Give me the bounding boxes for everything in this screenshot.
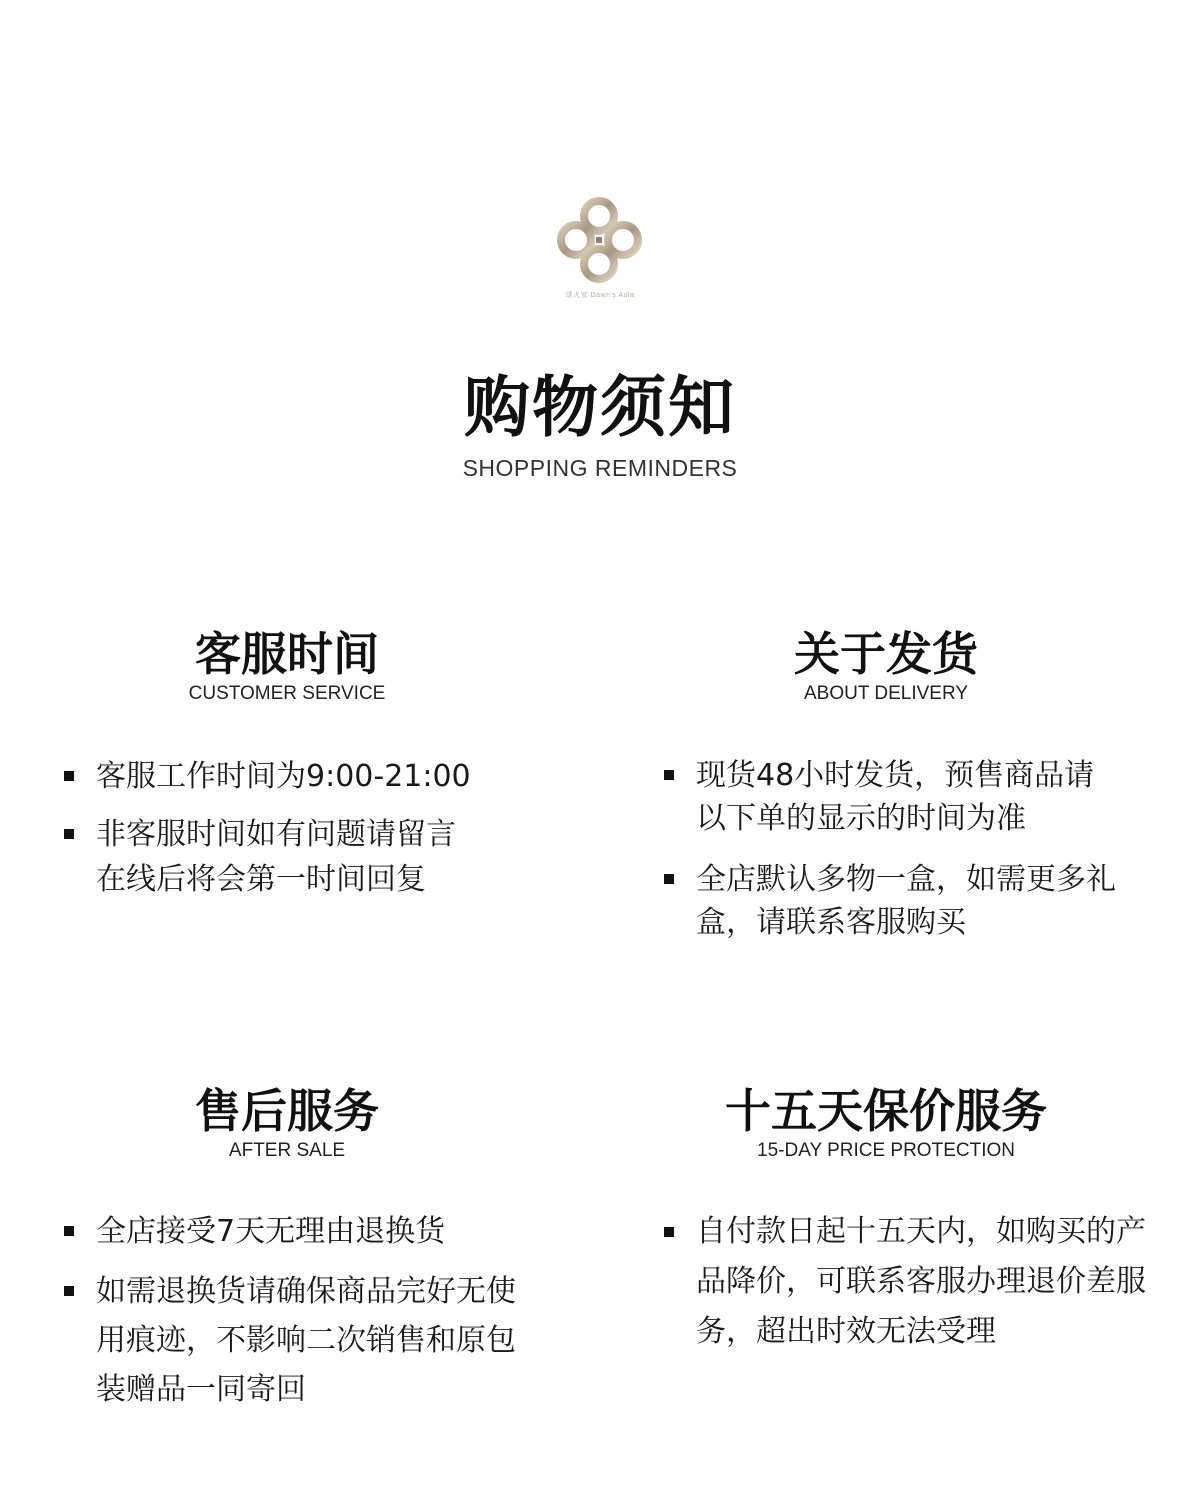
list-item: [60, 1267, 520, 1414]
list-item-text: 如需退换货请确保商品完好无使用痕迹，不影响二次销售和原包装赠品一同寄回: [96, 1274, 516, 1407]
section-subtitle: ABOUT DELIVERY: [803, 683, 969, 704]
bullet-list: [660, 754, 1160, 962]
square-bullet-icon: [664, 1227, 674, 1237]
page-title: 购物须知: [464, 368, 736, 446]
section-subtitle: CUSTOMER SERVICE: [188, 683, 386, 704]
brand-logo: [550, 194, 650, 304]
list-item-text: 全店默认多物一盒，如需更多礼盒，请联系客服购买: [696, 862, 1116, 940]
list-item-text: 客服工作时间为9:00-21:00: [96, 759, 471, 794]
list-item: [660, 1207, 1150, 1357]
bullet-list: [60, 1207, 580, 1425]
square-bullet-icon: [64, 1286, 74, 1296]
square-bullet-icon: [64, 1226, 74, 1236]
page-subtitle: SHOPPING REMINDERS: [462, 455, 738, 481]
list-item-text: 自付款日起十五天内，如购买的产品降价，可联系客服办理退价差服务，超出时效无法受理: [696, 1214, 1146, 1349]
list-item-text: 现货48小时发货，预售商品请以下单的显示的时间为准: [696, 758, 1095, 836]
list-item: [660, 754, 1120, 840]
four-ring-flower-logo-icon: [550, 194, 650, 290]
square-bullet-icon: [664, 770, 674, 780]
list-item-text: 非客服时间如有问题请留言在线后将会第一时间回复: [96, 817, 456, 897]
list-item: [60, 754, 580, 799]
list-item-text: 全店接受7天无理由退换货: [96, 1214, 446, 1249]
logo-wordmark: 颂火家 Dawn's Aula: [565, 292, 635, 299]
section-title: 售后服务: [195, 1084, 379, 1138]
section-title: 客服时间: [195, 627, 379, 681]
square-bullet-icon: [64, 829, 74, 839]
bullet-list: [660, 1207, 1160, 1368]
section-title: 十五天保价服务: [725, 1084, 1047, 1138]
section-title: 关于发货: [794, 627, 978, 681]
section-subtitle: AFTER SALE: [228, 1140, 346, 1161]
list-item: [660, 858, 1120, 944]
list-item: [60, 812, 480, 902]
square-bullet-icon: [664, 874, 674, 884]
bullet-list: [60, 754, 580, 915]
list-item: [60, 1207, 580, 1256]
section-subtitle: 15-DAY PRICE PROTECTION: [757, 1140, 1015, 1161]
square-bullet-icon: [64, 771, 74, 781]
